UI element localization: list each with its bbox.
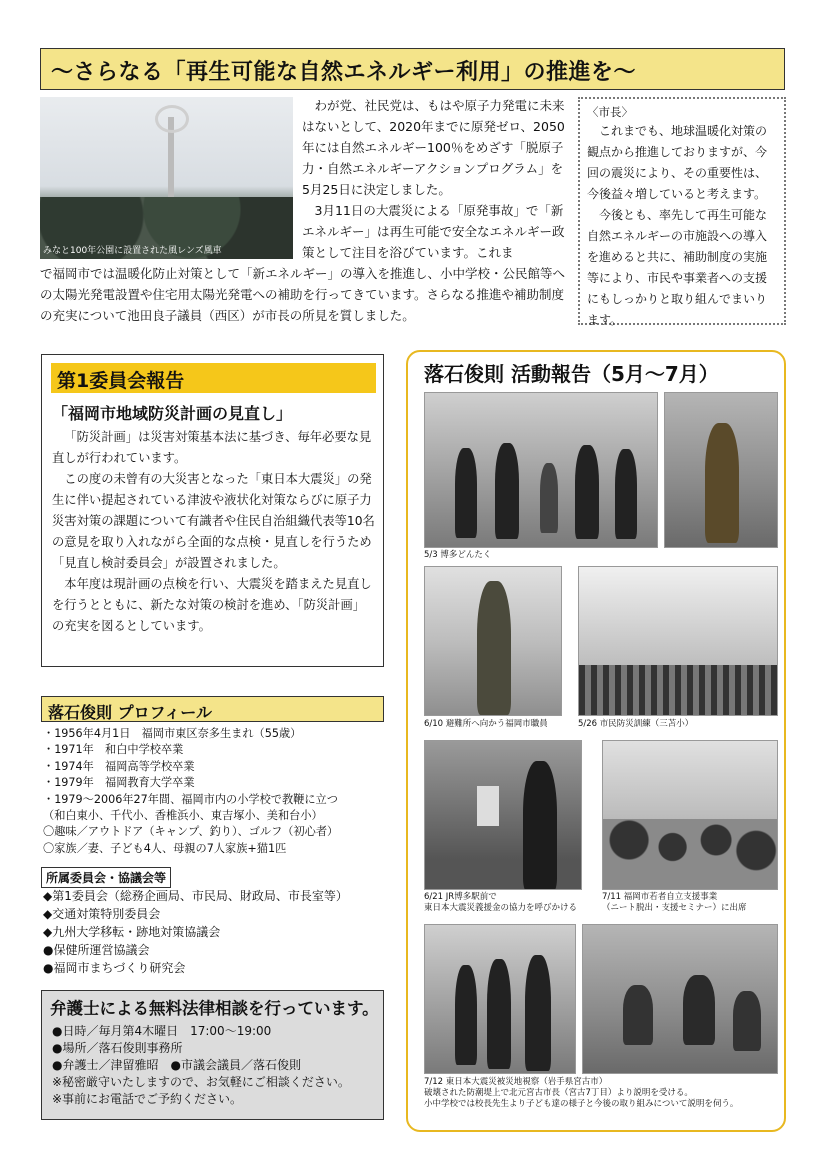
intro-text	[302, 95, 570, 263]
mayor-label: 〈市長〉	[587, 105, 633, 119]
legal-details	[52, 1023, 382, 1108]
committees-list	[43, 887, 348, 977]
committee-item: ●保健所運営協議会	[43, 943, 150, 957]
legal-line: ●日時／毎月第4木曜日 17:00～19:00	[52, 1024, 272, 1038]
profile-item: 〇家族／妻、子ども4人、母親の7人家族+猫1匹	[43, 841, 287, 855]
photo-caption: 5/3 博多どんたく	[424, 550, 492, 560]
headline-title: ～さらなる「再生可能な自然エネルギー利用」の推進を～	[51, 60, 637, 85]
photo-caption: 破壊された防潮堤上で北元宮古市長（宮古7丁目）より説明を受ける。	[424, 1088, 693, 1098]
committees-label: 所属委員会・協議会等	[41, 867, 171, 888]
headline-banner	[40, 48, 785, 90]
committee-text	[52, 427, 377, 637]
photo-caption: 7/12 東日本大震災被災地視察（岩手県宮古市）	[424, 1077, 608, 1087]
committee-heading-bar	[51, 363, 376, 393]
committee-heading: 第1委員会報告	[57, 370, 185, 392]
committee-item: ◆交通対策特別委員会	[43, 907, 161, 921]
photo-caption: 6/21 JR博多駅前で	[424, 892, 497, 902]
profile-list	[43, 726, 388, 857]
intro-paragraph: わが党、社民党は、もはや原子力発電に未来はないとして、2020年までに原発ゼロ、2050年には自然エネルギー100％をめざす「脱原子力・自然エネルギーアクションプログラム」を5月25日に決定しました。	[302, 98, 565, 197]
disaster-site-photo	[424, 924, 576, 1074]
committee-paragraph: 「防災計画」は災害対策基本法に基づき、毎年必要な見直しが行われています。	[52, 430, 372, 465]
disaster-drill-photo	[578, 566, 778, 716]
legal-title: 弁護士による無料法律相談を行っています。	[50, 999, 379, 1018]
dontaku-group-photo	[424, 392, 658, 548]
photo-caption: みなと100年公園に設置された風レンズ風車	[43, 246, 222, 256]
profile-item: ・1956年4月1日 福岡市東区奈多生まれ（55歳）	[43, 727, 302, 740]
station-speech-photo	[424, 740, 582, 890]
legal-consultation-box	[41, 990, 384, 1120]
committee-report	[41, 354, 384, 667]
mayor-paragraph: 今後とも、率先して再生可能な自然エネルギーの市施設への導入を進めると共に、補助制度の実施等により、市民や事業者への支援にもしっかりと取り組んでまいります。	[587, 208, 768, 327]
committee-item: ●福岡市まちづくり研究会	[43, 961, 186, 975]
photo-caption: 6/10 避難所へ向かう福岡市職員	[424, 719, 548, 729]
committee-paragraph: 本年度は現計画の点検を行い、大震災を踏まえた見直しを行うとともに、新たな対策の検討を進め、「防災計画」の充実を図るとしています。	[52, 577, 372, 633]
profile-item: 〇趣味／アウトドア（キャンプ、釣り）、ゴルフ（初心者）	[43, 825, 339, 839]
dontaku-parade-photo	[664, 392, 778, 548]
intro-text-continued: で福岡市では温暖化防止対策として「新エネルギー」の導入を推進し、小中学校・公民館等への太陽光発電設置や住宅用太陽光発電への補助を行ってきています。さらなる推進や補助制度の充実について池田良子議員（西区）が市長の所見を質しました。	[40, 266, 566, 323]
legal-line: ※事前にお電話でご予約ください。	[52, 1092, 243, 1106]
intro-paragraph: 3月11日の大震災による「原発事故」で「新エネルギー」は再生可能で安全なエネルギー政策として注目を浴びています。これま	[302, 203, 565, 260]
mayor-answer-box	[578, 97, 786, 325]
profile-heading-bar	[41, 696, 384, 722]
profile-item: ・1979～2006年27年間、福岡市内の小学校で教鞭に立つ	[43, 792, 338, 806]
committee-item: ◆九州大学移転・跡地対策協議会	[43, 925, 221, 939]
seminar-photo	[602, 740, 778, 890]
activity-title: 落石俊則 活動報告（5月～7月）	[424, 362, 719, 386]
photo-caption: 東日本大震災義援金の協力を呼びかける	[424, 903, 578, 913]
photo-caption: （ニート脱出・支援セミナー）に出席	[602, 903, 747, 913]
profile-item: ・1979年 福岡教育大学卒業	[43, 776, 195, 790]
mayor-paragraph: これまでも、地球温暖化対策の観点から推進しておりますが、今回の震災により、その重要性は、今後益々増していると考えます。	[587, 124, 768, 201]
legal-line: ※秘密厳守いたしますので、お気軽にご相談ください。	[52, 1075, 350, 1089]
wind-turbine-photo	[40, 97, 293, 259]
profile-item: ・1974年 福岡高等学校卒業	[43, 759, 195, 773]
committee-item: ◆第1委員会（総務企画局、市民局、財政局、市長室等）	[43, 889, 348, 903]
profile-item: （和白東小、千代小、香椎浜小、東吉塚小、美和台小）	[43, 809, 323, 823]
committee-paragraph: この度の未曾有の大災害となった「東日本大震災」の発生に伴い提起されている津波や液状化対策ならびに原子力災害対策の課題について有識者や住民自治組織代表等10名の意見を取り入れながら全面的な点検・見直しを行うため「見直し検討委員会」が設置されました。	[52, 472, 375, 570]
activity-report	[406, 350, 786, 1132]
photo-caption: 7/11 福岡市若者自立支援事業	[602, 892, 718, 902]
profile-heading: 落石俊則 プロフィール	[48, 703, 212, 722]
profile-item: ・1971年 和白中学校卒業	[43, 743, 184, 757]
committee-subheading: 「福岡市地域防災計画の見直し」	[52, 404, 293, 423]
photo-caption: 5/26 市民防災訓練（三苫小）	[578, 719, 694, 729]
legal-line: ●弁護士／津留雅昭 ●市議会議員／落石俊則	[52, 1058, 301, 1072]
school-meeting-photo	[582, 924, 778, 1074]
legal-line: ●場所／落石俊則事務所	[52, 1041, 183, 1055]
photo-caption: 小中学校では校長先生より子ども達の様子と今後の取り組みについて説明を伺う。	[424, 1099, 739, 1109]
city-staff-photo	[424, 566, 562, 716]
